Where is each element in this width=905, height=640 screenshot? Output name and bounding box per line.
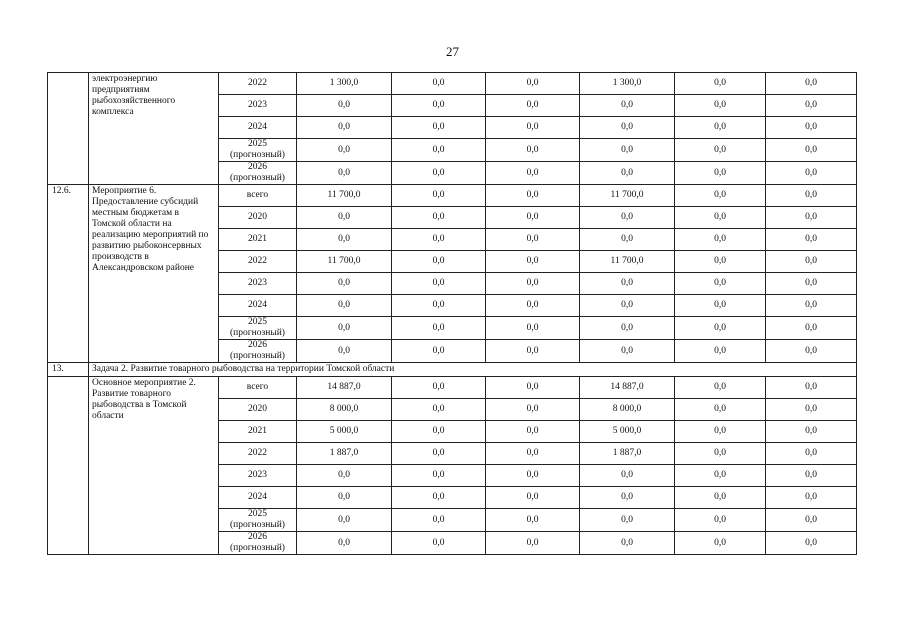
- value-cell: 11 700,0: [297, 185, 392, 207]
- value-cell: 0,0: [486, 117, 580, 139]
- year-cell: 2026 (прогнозный): [219, 340, 297, 363]
- value-cell: 0,0: [580, 295, 675, 317]
- task-row: [48, 363, 857, 377]
- value-cell: 0,0: [580, 229, 675, 251]
- value-cell: 0,0: [766, 207, 857, 229]
- value-cell: 0,0: [297, 229, 392, 251]
- value-cell: 0,0: [392, 421, 486, 443]
- value-cell: 0,0: [766, 377, 857, 399]
- value-cell: 0,0: [297, 95, 392, 117]
- value-cell: 14 887,0: [580, 377, 675, 399]
- value-cell: 0,0: [392, 509, 486, 532]
- value-cell: 0,0: [392, 377, 486, 399]
- value-cell: 0,0: [766, 117, 857, 139]
- measure-name: электроэнергию предприятиям рыбохозяйственного комплекса: [89, 73, 219, 185]
- value-cell: 0,0: [766, 465, 857, 487]
- year-cell: 2023: [219, 95, 297, 117]
- value-cell: 0,0: [392, 399, 486, 421]
- value-cell: 11 700,0: [297, 251, 392, 273]
- value-cell: 0,0: [580, 95, 675, 117]
- value-cell: 0,0: [297, 162, 392, 185]
- value-cell: 0,0: [580, 273, 675, 295]
- value-cell: 0,0: [486, 139, 580, 162]
- value-cell: 0,0: [486, 377, 580, 399]
- year-cell: 2021: [219, 229, 297, 251]
- value-cell: 0,0: [675, 443, 766, 465]
- value-cell: 0,0: [580, 509, 675, 532]
- value-cell: 0,0: [392, 162, 486, 185]
- year-cell: 2022: [219, 251, 297, 273]
- value-cell: 0,0: [675, 95, 766, 117]
- value-cell: 0,0: [675, 340, 766, 363]
- value-cell: 0,0: [486, 509, 580, 532]
- value-cell: 0,0: [392, 117, 486, 139]
- value-cell: 0,0: [580, 317, 675, 340]
- year-cell: 2024: [219, 117, 297, 139]
- value-cell: 0,0: [486, 421, 580, 443]
- value-cell: 0,0: [766, 443, 857, 465]
- value-cell: 0,0: [392, 207, 486, 229]
- value-cell: 0,0: [392, 185, 486, 207]
- year-cell: 2024: [219, 487, 297, 509]
- value-cell: 0,0: [297, 340, 392, 363]
- measure-name: Мероприятие 6. Предоставление субсидий местным бюджетам в Томской области на реализацию мероприятий по развитию рыбоконсервных производств в Александровском районе: [89, 185, 219, 363]
- table-row: [48, 185, 857, 207]
- year-cell: 2021: [219, 421, 297, 443]
- value-cell: 0,0: [766, 421, 857, 443]
- value-cell: 5 000,0: [297, 421, 392, 443]
- year-cell: 2025 (прогнозный): [219, 139, 297, 162]
- value-cell: 0,0: [675, 207, 766, 229]
- value-cell: 0,0: [486, 487, 580, 509]
- value-cell: 0,0: [486, 207, 580, 229]
- value-cell: 0,0: [580, 340, 675, 363]
- value-cell: 0,0: [766, 532, 857, 555]
- row-number: 12.6.: [48, 185, 89, 363]
- value-cell: 8 000,0: [580, 399, 675, 421]
- value-cell: 1 887,0: [580, 443, 675, 465]
- value-cell: 0,0: [675, 162, 766, 185]
- year-cell: 2025 (прогнозный): [219, 509, 297, 532]
- year-cell: 2023: [219, 465, 297, 487]
- value-cell: 8 000,0: [297, 399, 392, 421]
- value-cell: 0,0: [297, 295, 392, 317]
- value-cell: 0,0: [392, 487, 486, 509]
- value-cell: 5 000,0: [580, 421, 675, 443]
- year-cell: 2022: [219, 73, 297, 95]
- value-cell: 0,0: [675, 465, 766, 487]
- row-number: 13.: [48, 363, 89, 377]
- value-cell: 0,0: [580, 117, 675, 139]
- value-cell: 0,0: [675, 487, 766, 509]
- value-cell: 0,0: [486, 340, 580, 363]
- year-cell: 2020: [219, 207, 297, 229]
- value-cell: 0,0: [486, 273, 580, 295]
- value-cell: 0,0: [766, 273, 857, 295]
- value-cell: 0,0: [580, 162, 675, 185]
- year-cell: всего: [219, 377, 297, 399]
- value-cell: 0,0: [675, 139, 766, 162]
- value-cell: 0,0: [675, 532, 766, 555]
- value-cell: 1 887,0: [297, 443, 392, 465]
- year-cell: 2025 (прогнозный): [219, 317, 297, 340]
- value-cell: 0,0: [486, 73, 580, 95]
- value-cell: 0,0: [766, 295, 857, 317]
- value-cell: 0,0: [297, 273, 392, 295]
- value-cell: 0,0: [392, 317, 486, 340]
- value-cell: 0,0: [675, 377, 766, 399]
- value-cell: 0,0: [766, 340, 857, 363]
- value-cell: 0,0: [675, 317, 766, 340]
- value-cell: 0,0: [675, 509, 766, 532]
- value-cell: 0,0: [766, 317, 857, 340]
- row-number: [48, 73, 89, 185]
- value-cell: 0,0: [675, 399, 766, 421]
- value-cell: 0,0: [392, 251, 486, 273]
- value-cell: 0,0: [486, 399, 580, 421]
- value-cell: 0,0: [297, 207, 392, 229]
- value-cell: 0,0: [766, 229, 857, 251]
- value-cell: 0,0: [486, 185, 580, 207]
- value-cell: 0,0: [392, 273, 486, 295]
- value-cell: 0,0: [392, 532, 486, 555]
- task-title: Задача 2. Развитие товарного рыбоводства на территории Томской области: [89, 363, 857, 377]
- year-cell: 2022: [219, 443, 297, 465]
- year-cell: всего: [219, 185, 297, 207]
- value-cell: 0,0: [392, 229, 486, 251]
- value-cell: 0,0: [675, 185, 766, 207]
- value-cell: 0,0: [675, 421, 766, 443]
- value-cell: 0,0: [675, 229, 766, 251]
- value-cell: 0,0: [580, 465, 675, 487]
- value-cell: 0,0: [766, 251, 857, 273]
- table-row: [48, 377, 857, 399]
- value-cell: 0,0: [392, 295, 486, 317]
- value-cell: 14 887,0: [297, 377, 392, 399]
- value-cell: 0,0: [675, 273, 766, 295]
- value-cell: 11 700,0: [580, 251, 675, 273]
- value-cell: 0,0: [580, 207, 675, 229]
- value-cell: 0,0: [392, 73, 486, 95]
- value-cell: 0,0: [580, 139, 675, 162]
- value-cell: 0,0: [486, 251, 580, 273]
- value-cell: 0,0: [392, 443, 486, 465]
- value-cell: 0,0: [580, 487, 675, 509]
- value-cell: 1 300,0: [297, 73, 392, 95]
- measure-name: Основное мероприятие 2. Развитие товарного рыбоводства в Томской области: [89, 377, 219, 555]
- value-cell: 1 300,0: [580, 73, 675, 95]
- value-cell: 0,0: [297, 509, 392, 532]
- year-cell: 2026 (прогнозный): [219, 162, 297, 185]
- value-cell: 0,0: [580, 532, 675, 555]
- value-cell: 0,0: [675, 251, 766, 273]
- value-cell: 0,0: [486, 443, 580, 465]
- value-cell: 0,0: [486, 229, 580, 251]
- value-cell: 0,0: [675, 295, 766, 317]
- table-body: [48, 73, 857, 555]
- value-cell: 0,0: [675, 117, 766, 139]
- value-cell: 0,0: [486, 532, 580, 555]
- value-cell: 0,0: [486, 465, 580, 487]
- value-cell: 0,0: [766, 487, 857, 509]
- value-cell: 0,0: [297, 465, 392, 487]
- value-cell: 0,0: [297, 117, 392, 139]
- value-cell: 0,0: [675, 73, 766, 95]
- value-cell: 0,0: [766, 162, 857, 185]
- value-cell: 0,0: [392, 340, 486, 363]
- value-cell: 0,0: [297, 139, 392, 162]
- value-cell: 0,0: [766, 73, 857, 95]
- page-number: 27: [446, 44, 459, 59]
- value-cell: 0,0: [392, 465, 486, 487]
- value-cell: 0,0: [392, 139, 486, 162]
- value-cell: 0,0: [766, 95, 857, 117]
- year-cell: 2020: [219, 399, 297, 421]
- row-number: [48, 377, 89, 555]
- value-cell: 0,0: [297, 317, 392, 340]
- value-cell: 0,0: [766, 399, 857, 421]
- value-cell: 0,0: [766, 139, 857, 162]
- year-cell: 2024: [219, 295, 297, 317]
- value-cell: 11 700,0: [580, 185, 675, 207]
- table-row: [48, 73, 857, 95]
- value-cell: 0,0: [486, 162, 580, 185]
- value-cell: 0,0: [297, 532, 392, 555]
- year-cell: 2026 (прогнозный): [219, 532, 297, 555]
- value-cell: 0,0: [486, 95, 580, 117]
- budget-table: [47, 72, 857, 555]
- value-cell: 0,0: [392, 95, 486, 117]
- value-cell: 0,0: [486, 317, 580, 340]
- value-cell: 0,0: [486, 295, 580, 317]
- value-cell: 0,0: [766, 185, 857, 207]
- value-cell: 0,0: [766, 509, 857, 532]
- year-cell: 2023: [219, 273, 297, 295]
- value-cell: 0,0: [297, 487, 392, 509]
